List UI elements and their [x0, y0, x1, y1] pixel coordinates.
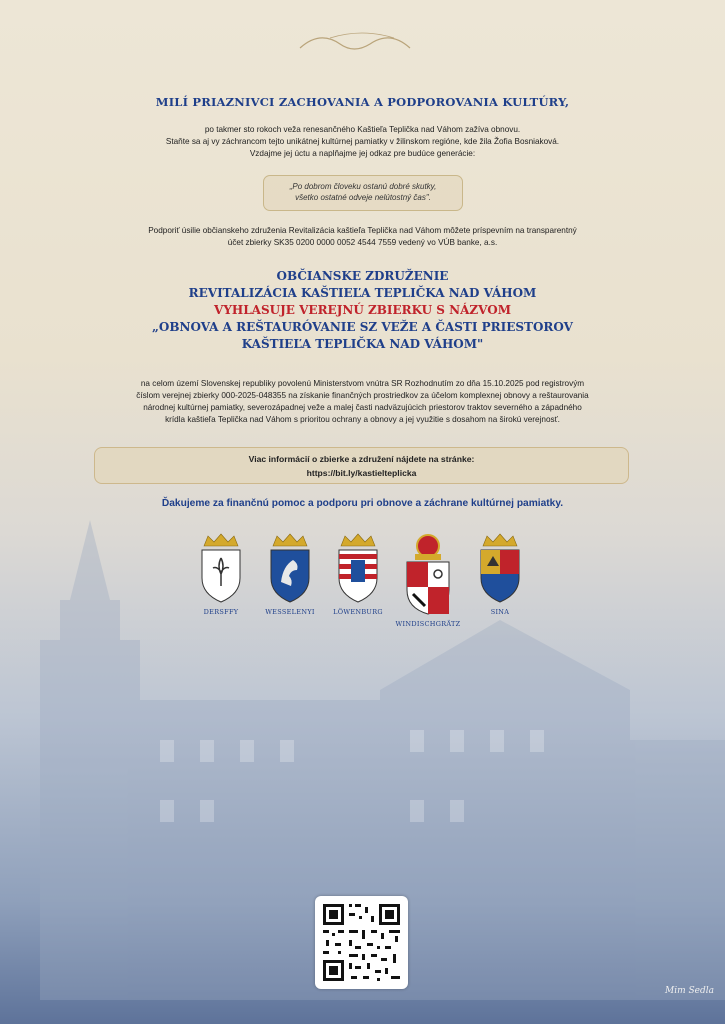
thanks-text: Ďakujeme za finančnú pomoc a podporu pri obnove a záchrane kultúrnej pamiatky. [161, 498, 564, 509]
body-paragraph [0, 378, 725, 426]
body-line: na celom území Slovenskej republiky povolenú Ministerstvom vnútra SR Rozhodnutím zo dňa 15.10.2025 pod registrovým [140, 379, 585, 388]
support-paragraph [0, 225, 725, 249]
quartered-icon [403, 532, 453, 616]
support-line: účet zbierky SK35 0200 0000 0052 4544 7559 vedený vo VÚB banke, a.s. [227, 238, 498, 247]
crest-name: LÖWENBURG [333, 608, 383, 616]
info-text: Viac informácií o zbierke a združení nájdete na stránke: [248, 454, 475, 464]
org-title-line1: OBČIANSKE ZDRUŽENIE [276, 269, 449, 283]
org-title-line2: REVITALIZÁCIA KAŠTIEĽA TEPLIČKA NAD VÁHOM [188, 286, 537, 300]
intro-paragraph [0, 124, 725, 160]
intro-line: Staňte sa aj vy záchrancom tejto unikátnej kultúrnej pamiatky v žilinskom regióne, kde žila Žofia Bosniaková. [165, 137, 560, 146]
griffin-icon [267, 532, 313, 604]
artist-signature: Mim Sedla [665, 986, 714, 996]
crest-dersffy [181, 532, 261, 616]
body-line: národnej kultúrnej pamiatky, severozápadnej veže a malej časti nadväzujúcich priestorov traktov severného a západného [143, 403, 582, 412]
collection-title-line1: „OBNOVA A REŠTAURÓVANIE SZ VEŽE A ČASTI PRIESTOROV [152, 320, 573, 334]
intro-line: Vzdajme jej úctu a naplňajme jej odkaz pre budúce generácie: [249, 149, 476, 158]
crest-lowenburg [318, 532, 398, 616]
crest-sina [460, 532, 540, 616]
crest-name: DERSFFY [203, 608, 239, 616]
intro-line: po takmer sto rokoch veža renesančného Kaštieľa Teplička nad Váhom zažíva obnovu. [204, 125, 521, 134]
body-line: krídla kaštieľa Teplička nad Váhom s prioritou ochrany a obnovy a jej využitie s dosahom na širokú verejnosť. [165, 415, 560, 424]
quote-box [263, 175, 463, 211]
announce-heading: VYHLASUJE VEREJNÚ ZBIERKU S NÁZVOM [214, 303, 511, 317]
crest-windischgratz [388, 532, 468, 628]
qr-code[interactable] [315, 896, 408, 989]
qr-code-icon [315, 896, 408, 989]
info-box [94, 447, 629, 484]
quote-line: „Po dobrom človeku ostanú dobré skutky, [289, 182, 437, 191]
body-line: číslom verejnej zbierky 000-2025-048355 na získanie finančných prostriedkov za účelom komplexnej obnovy a reštaurovania [136, 391, 589, 400]
collection-title-line2: KAŠTIEĽA TEPLIČKA NAD VÁHOM" [241, 337, 484, 351]
support-line: Podporiť úsilie občianskeho združenia Revitalizácia kaštieľa Teplička nad Váhom môžete príspevním na transparentný [148, 226, 577, 235]
crest-name: SINA [490, 608, 510, 616]
info-url-link[interactable]: https://bit.ly/kastielteplicka [306, 468, 417, 478]
crest-name: WINDISCHGRÄTZ [395, 620, 461, 628]
eagle-icon [477, 532, 523, 604]
greeting-heading: MILÍ PRIAZNIVCI ZACHOVANIA A PODPOROVANIA KULTÚRY, [155, 95, 570, 109]
quote-line: všetko ostatné odveje nelútostný čas". [295, 193, 431, 202]
crest-name: WESSELENYI [265, 608, 315, 616]
stripes-icon [335, 532, 381, 604]
fleur-de-lis-icon [198, 532, 244, 604]
